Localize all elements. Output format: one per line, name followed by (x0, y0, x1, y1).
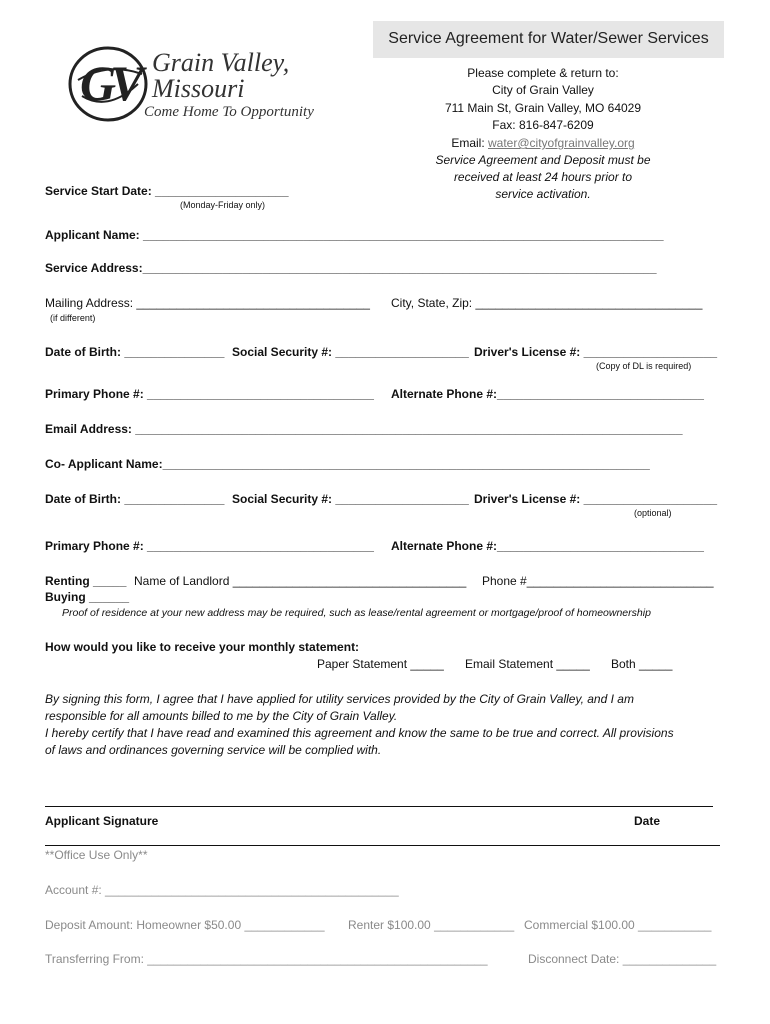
drivers-license-field[interactable]: Driver's License #: ____________________ (474, 345, 718, 359)
email-address-field[interactable]: Email Address: __________________________________________________________________________________ (45, 422, 683, 436)
deposit-commercial-field[interactable]: Commercial $100.00 ___________ (524, 918, 712, 932)
landlord-phone-field[interactable]: Phone #____________________________ (482, 574, 714, 588)
service-start-date-field[interactable]: Service Start Date: ____________________ (45, 184, 289, 198)
notice-line2: received at least 24 hours prior to (453, 170, 633, 184)
form-title-box (373, 21, 724, 58)
agreement-line4: of laws and ordinances governing service will be complied with. (45, 743, 382, 757)
co-primary-phone-field[interactable]: Primary Phone #: __________________________________ (45, 539, 374, 553)
signature-label: Applicant Signature (45, 814, 159, 828)
co-dl-note: (optional) (634, 508, 672, 518)
notice-line3: service activation. (495, 187, 591, 201)
logo-monogram: GV (80, 55, 138, 111)
logo-line2: Missouri (152, 74, 245, 103)
co-alternate-phone-field[interactable]: Alternate Phone #:_______________________________ (391, 539, 704, 553)
co-ssn-field[interactable]: Social Security #: ____________________ (232, 492, 469, 506)
service-address-field[interactable]: Service Address:_____________________________________________________________________________ (45, 261, 657, 275)
logo-tagline: Come Home To Opportunity (144, 104, 314, 120)
office-use-heading: **Office Use Only** (45, 848, 148, 862)
signature-date-label: Date (634, 814, 661, 828)
renting-field[interactable]: Renting _____ (45, 574, 127, 588)
agreement-line2: responsible for all amounts billed to me by the City of Grain Valley. (45, 709, 398, 723)
primary-phone-field[interactable]: Primary Phone #: __________________________________ (45, 387, 374, 401)
transferring-from-field[interactable]: Transferring From: ___________________________________________________ (45, 952, 488, 966)
email-statement-option[interactable]: Email Statement _____ (465, 657, 590, 671)
agreement-line1: By signing this form, I agree that I have applied for utility services provided by the City of Grain Valley, and I am (45, 692, 634, 706)
both-statement-option[interactable]: Both _____ (611, 657, 673, 671)
disconnect-date-field[interactable]: Disconnect Date: ______________ (528, 952, 717, 966)
co-drivers-license-field[interactable]: Driver's License #: ____________________ (474, 492, 718, 506)
proof-of-residence-note: Proof of residence at your new address may be required, such as lease/rental agreement or mortgage/proof of homeownership (62, 607, 651, 619)
notice-line1: Service Agreement and Deposit must be (435, 153, 651, 167)
logo-line1: Grain Valley, (152, 48, 290, 77)
org-email-line (418, 136, 668, 150)
dob-field[interactable]: Date of Birth: _______________ (45, 345, 225, 359)
email-label: Email: (451, 136, 485, 150)
section-divider (45, 845, 720, 846)
city-state-zip-field[interactable]: City, State, Zip: __________________________________ (391, 296, 703, 310)
signature-line[interactable] (45, 806, 713, 807)
dl-note: (Copy of DL is required) (596, 361, 692, 371)
start-date-note: (Monday-Friday only) (180, 200, 266, 210)
ssn-field[interactable]: Social Security #: ____________________ (232, 345, 469, 359)
org-name: City of Grain Valley (492, 83, 594, 97)
co-applicant-name-field[interactable]: Co- Applicant Name:_________________________________________________________________________ (45, 457, 650, 471)
paper-statement-option[interactable]: Paper Statement _____ (317, 657, 444, 671)
deposit-renter-field[interactable]: Renter $100.00 ____________ (348, 918, 515, 932)
account-number-field[interactable]: Account #: ____________________________________________ (45, 883, 399, 897)
alternate-phone-field[interactable]: Alternate Phone #:_______________________________ (391, 387, 704, 401)
form-title: Service Agreement for Water/Sewer Services (388, 30, 709, 47)
if-different-note: (if different) (50, 313, 96, 323)
org-fax: Fax: 816-847-6209 (492, 118, 594, 132)
email-link[interactable]: water@cityofgrainvalley.org (488, 136, 635, 150)
city-logo (68, 44, 338, 128)
landlord-name-field[interactable]: Name of Landlord ___________________________________ (134, 574, 467, 588)
agreement-line3: I hereby certify that I have read and examined this agreement and know the same to be true and correct. All provisions (45, 726, 674, 740)
deposit-homeowner-field[interactable]: Deposit Amount: Homeowner $50.00 ____________ (45, 918, 325, 932)
statement-question: How would you like to receive your monthly statement: (45, 640, 360, 654)
return-instructions: Please complete & return to: (467, 66, 619, 80)
buying-field[interactable]: Buying ______ (45, 590, 130, 604)
org-address: 711 Main St, Grain Valley, MO 64029 (444, 101, 642, 115)
applicant-name-field[interactable]: Applicant Name: ______________________________________________________________________________ (45, 228, 664, 242)
co-dob-field[interactable]: Date of Birth: _______________ (45, 492, 225, 506)
mailing-address-field[interactable]: Mailing Address: ___________________________________ (45, 296, 370, 310)
